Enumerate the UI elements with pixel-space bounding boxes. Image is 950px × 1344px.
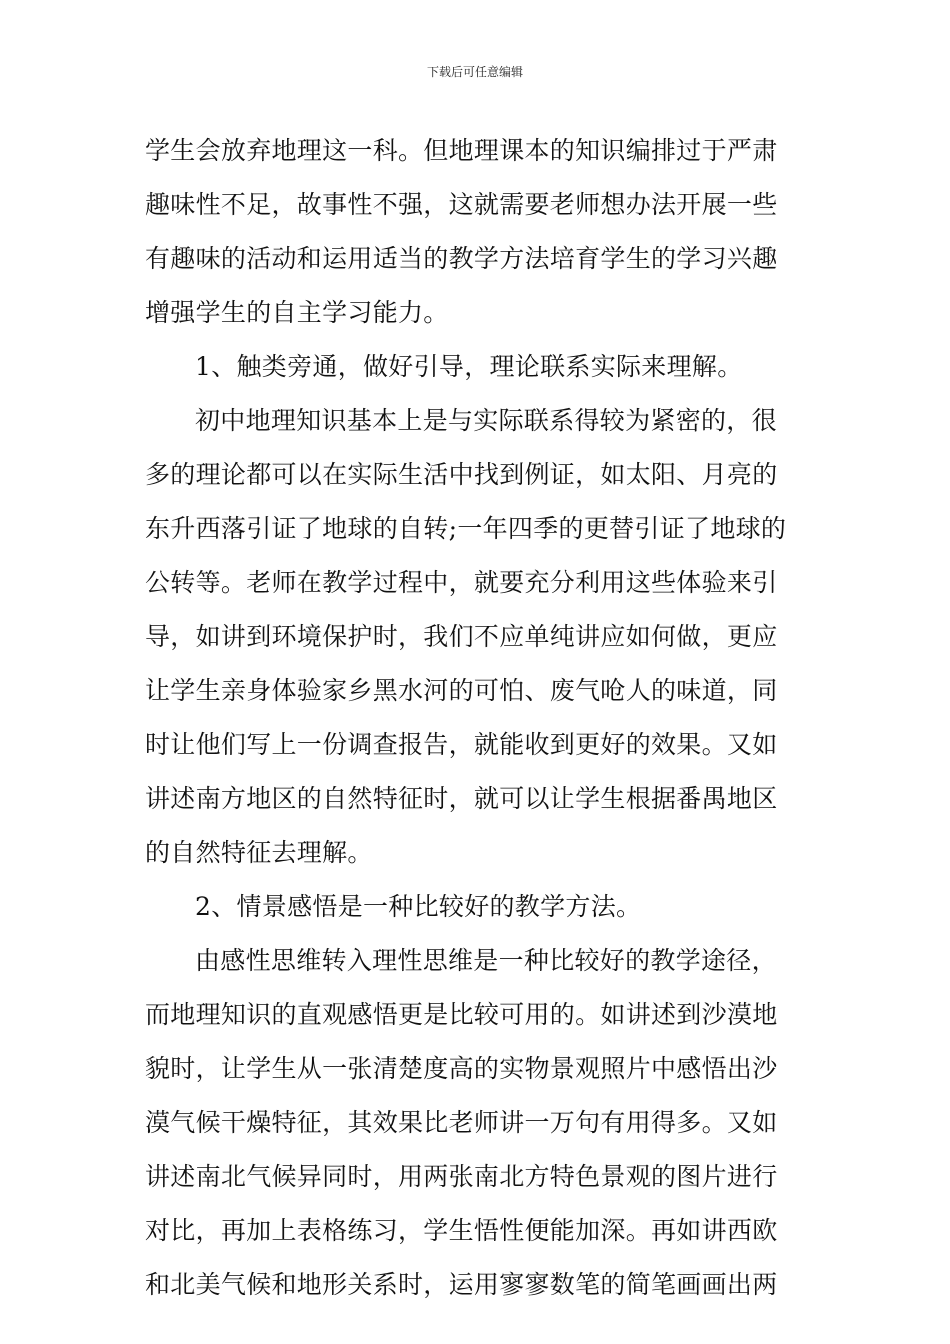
text-line: 多的理论都可以在实际生活中找到例证，如太阳、月亮的 bbox=[145, 460, 778, 489]
text-line: 讲述南北气候异同时，用两张南北方特色景观的图片进行 bbox=[145, 1162, 778, 1191]
section-heading: 1、触类旁通，做好引导，理论联系实际来理解。 bbox=[195, 352, 743, 381]
page-header: 下载后可任意编辑 bbox=[426, 65, 523, 79]
text-line: 由感性思维转入理性思维是一种比较好的教学途径， bbox=[195, 946, 777, 975]
text-line: 而地理知识的直观感悟更是比较可用的。如讲述到沙漠地 bbox=[145, 1000, 778, 1029]
document-body bbox=[145, 124, 813, 1312]
text-line: 公转等。老师在教学过程中，就要充分利用这些体验来引 bbox=[145, 568, 778, 597]
text-line: 让学生亲身体验家乡黑水河的可怕、废气呛人的味道，同 bbox=[145, 676, 778, 705]
text-line: 有趣味的活动和运用适当的教学方法培育学生的学习兴趣 bbox=[145, 244, 778, 273]
text-line: 对比，再加上表格练习，学生悟性便能加深。再如讲西欧 bbox=[145, 1216, 778, 1245]
text-line: 时让他们写上一份调查报告，就能收到更好的效果。又如 bbox=[145, 730, 778, 759]
text-line: 东升西落引证了地球的自转;一年四季的更替引证了地球的 bbox=[145, 514, 787, 543]
text-line: 貌时，让学生从一张清楚度高的实物景观照片中感悟出沙 bbox=[145, 1054, 778, 1083]
text-line: 漠气候干燥特征，其效果比老师讲一万句有用得多。又如 bbox=[145, 1108, 778, 1137]
text-line: 的自然特征去理解。 bbox=[145, 838, 373, 867]
text-line: 学生会放弃地理这一科。但地理课本的知识编排过于严肃 bbox=[145, 136, 778, 165]
text-line: 导，如讲到环境保护时，我们不应单纯讲应如何做，更应 bbox=[145, 622, 778, 651]
text-line: 讲述南方地区的自然特征时，就可以让学生根据番禺地区 bbox=[145, 784, 778, 813]
text-line: 和北美气候和地形关系时，运用寥寥数笔的简笔画画出两 bbox=[145, 1270, 778, 1299]
text-line: 初中地理知识基本上是与实际联系得较为紧密的，很 bbox=[195, 406, 777, 435]
text-line: 趣味性不足，故事性不强，这就需要老师想办法开展一些 bbox=[145, 190, 778, 219]
text-line: 增强学生的自主学习能力。 bbox=[145, 298, 449, 327]
section-heading: 2、情景感悟是一种比较好的教学方法。 bbox=[195, 892, 642, 921]
